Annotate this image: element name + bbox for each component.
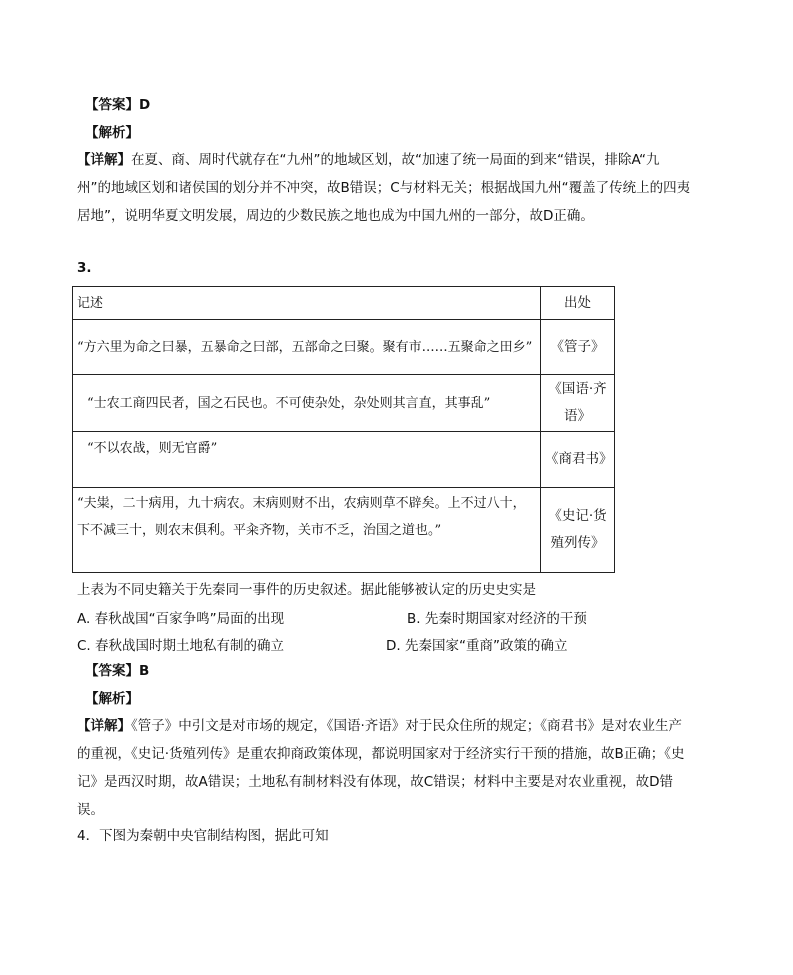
row-text: “不以农战，则无官爵” [73,432,541,488]
row-source: 《国语·齐语》 [540,375,614,432]
row-source: 《史记·货殖列传》 [540,488,614,573]
q2-detail [77,146,692,230]
q4-stem: 4．下图为秦朝中央官制结构图，据此可知 [77,828,329,844]
option-a: A. 春秋战国“百家争鸣”局面的出现 [77,611,285,627]
q3-number: 3. [77,260,92,276]
row-text: “夫粜，二十病用，九十病农。末病则财不出，农病则草不辟矣。上不过八十，下不减三十，则农末俱利。平籴齐物，关市不乏，治国之道也。” [73,488,541,573]
table-row [73,320,615,375]
q3-detail [77,712,692,824]
answer-tag: 【答案】 [85,97,139,113]
header-record: 记述 [73,287,541,320]
answer-tag: 【答案】 [85,663,139,679]
detail-text: 在夏、商、周时代就存在“九州”的地域区划，故“加速了统一局面的到来“错误，排除A“九州”的地域区划和诸侯国的划分并不冲突，故B错误；C与材料无关；根据战国九州“覆盖了传统上的四夷居地”，说明华夏文明发展，周边的少数民族之地也成为中国九州的一部分，故D正确。 [77,152,691,224]
detail-tag: 【详解】 [77,718,131,734]
header-source: 出处 [540,287,614,320]
table-row [73,488,615,573]
table-header-row [73,287,615,320]
option-d: D. 先秦国家“重商”政策的确立 [386,638,568,654]
row-text: “士农工商四民者，国之石民也。不可使杂处，杂处则其言直，其事乱” [73,375,541,432]
q2-analysis-heading [85,123,139,143]
q2-answer-line [85,95,150,115]
table-row [73,375,615,432]
analysis-tag: 【解析】 [85,125,139,141]
q3-analysis-heading [85,689,139,709]
source-table [72,286,615,573]
row-source: 《商君书》 [540,432,614,488]
answer-value: B [139,663,150,679]
table-row [73,432,615,488]
row-text: “方六里为命之曰暴，五暴命之曰部，五部命之曰聚。聚有市……五聚命之田乡” [73,320,541,375]
q3-answer-line [85,661,149,681]
detail-text: 《管子》中引文是对市场的规定，《国语·齐语》对于民众住所的规定；《商君书》是对农业生产的重视，《史记·货殖列传》是重农抑商政策体现，都说明国家对于经济实行干预的措施，故B正确；《史记》是西汉时期，故A错误；土地私有制材料没有体现，故C错误；材料中主要是对农业重视，故D错误。 [77,718,685,818]
row-source: 《管子》 [540,320,614,375]
q3-question: 上表为不同史籍关于先秦同一事件的历史叙述。据此能够被认定的历史史实是 [77,582,536,598]
analysis-tag: 【解析】 [85,691,139,707]
detail-tag: 【详解】 [77,152,131,168]
answer-value: D [139,97,151,113]
option-c: C. 春秋战国时期土地私有制的确立 [77,638,285,654]
option-b: B. 先秦时期国家对经济的干预 [407,611,587,627]
